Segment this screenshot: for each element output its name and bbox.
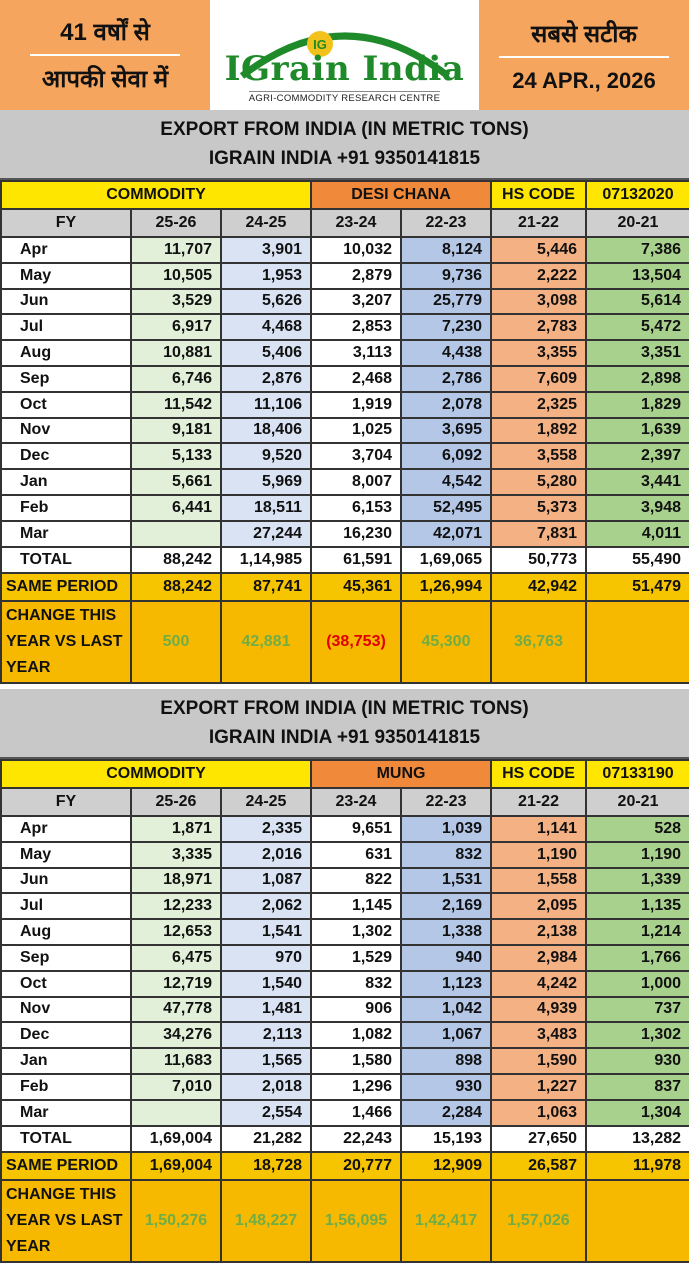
- change-cell: 1,48,227: [221, 1180, 311, 1262]
- table-cell: 2,284: [401, 1100, 491, 1126]
- table-cell: 11,707: [131, 237, 221, 263]
- table-cell: 42,071: [401, 521, 491, 547]
- month-label: Oct: [1, 392, 131, 418]
- table-cell: [131, 1100, 221, 1126]
- table-cell: 1,338: [401, 919, 491, 945]
- total-cell: 50,773: [491, 547, 586, 573]
- table-cell: 898: [401, 1048, 491, 1074]
- table-cell: 3,948: [586, 495, 689, 521]
- table-cell: 1,190: [491, 842, 586, 868]
- table-cell: 2,169: [401, 893, 491, 919]
- table-cell: 3,695: [401, 418, 491, 444]
- change-cell: 45,300: [401, 601, 491, 683]
- month-label: Nov: [1, 997, 131, 1023]
- total-cell: 22,243: [311, 1126, 401, 1152]
- table-cell: 4,011: [586, 521, 689, 547]
- table-row: [1, 997, 689, 1023]
- commodity-name: MUNG: [311, 760, 491, 788]
- fy-year-header: 21-22: [491, 788, 586, 816]
- table-cell: 1,141: [491, 816, 586, 842]
- table-cell: 2,222: [491, 263, 586, 289]
- table-cell: 1,227: [491, 1074, 586, 1100]
- month-label: Jan: [1, 1048, 131, 1074]
- table-row: [1, 366, 689, 392]
- table-cell: 18,511: [221, 495, 311, 521]
- table-cell: 970: [221, 945, 311, 971]
- same-period-cell: 42,942: [491, 573, 586, 601]
- table-cell: 7,831: [491, 521, 586, 547]
- change-cell: 500: [131, 601, 221, 683]
- total-label: TOTAL: [1, 1126, 131, 1152]
- table-cell: 1,565: [221, 1048, 311, 1074]
- total-cell: 13,282: [586, 1126, 689, 1152]
- table-cell: 16,230: [311, 521, 401, 547]
- table-cell: 528: [586, 816, 689, 842]
- table-row: [1, 392, 689, 418]
- table-cell: 906: [311, 997, 401, 1023]
- month-label: May: [1, 263, 131, 289]
- commodity-row: [1, 760, 689, 788]
- table-cell: 3,207: [311, 289, 401, 315]
- hs-code-value: 07133190: [586, 760, 689, 788]
- tagline-line1: 41 वर्षों से: [30, 15, 180, 56]
- table-cell: 12,719: [131, 971, 221, 997]
- month-label: Jul: [1, 314, 131, 340]
- total-cell: 1,69,065: [401, 547, 491, 573]
- table-cell: 4,438: [401, 340, 491, 366]
- table-cell: 10,505: [131, 263, 221, 289]
- report-date: 24 APR., 2026: [512, 67, 656, 93]
- table-cell: 1,590: [491, 1048, 586, 1074]
- table-cell: 13,504: [586, 263, 689, 289]
- logo: [210, 0, 479, 110]
- table-cell: 2,095: [491, 893, 586, 919]
- table-row: [1, 842, 689, 868]
- change-cell: 36,763: [491, 601, 586, 683]
- table-cell: 2,113: [221, 1022, 311, 1048]
- table-cell: 940: [401, 945, 491, 971]
- total-cell: 61,591: [311, 547, 401, 573]
- table-title: EXPORT FROM INDIA (IN METRIC TONS): [160, 698, 529, 719]
- logo-text: IGrain India: [224, 49, 465, 89]
- table-cell: 3,901: [221, 237, 311, 263]
- table-cell: 2,783: [491, 314, 586, 340]
- same-period-cell: 26,587: [491, 1152, 586, 1180]
- table-cell: 8,007: [311, 469, 401, 495]
- month-label: Sep: [1, 366, 131, 392]
- month-label: Jun: [1, 289, 131, 315]
- table-cell: 2,325: [491, 392, 586, 418]
- total-cell: 1,69,004: [131, 1126, 221, 1152]
- table-cell: 1,039: [401, 816, 491, 842]
- fy-label: FY: [1, 788, 131, 816]
- table-cell: 8,124: [401, 237, 491, 263]
- date-block: [479, 0, 689, 110]
- month-label: Feb: [1, 495, 131, 521]
- table-cell: 1,531: [401, 868, 491, 894]
- table-cell: 832: [401, 842, 491, 868]
- month-label: Aug: [1, 919, 131, 945]
- table-cell: 1,000: [586, 971, 689, 997]
- table-cell: 837: [586, 1074, 689, 1100]
- table-cell: 3,441: [586, 469, 689, 495]
- table-cell: 1,145: [311, 893, 401, 919]
- month-label: Jan: [1, 469, 131, 495]
- table-row: [1, 971, 689, 997]
- table-cell: 1,042: [401, 997, 491, 1023]
- commodity-row: [1, 181, 689, 209]
- same-period-row: [1, 573, 689, 601]
- same-period-cell: 20,777: [311, 1152, 401, 1180]
- table-cell: 6,475: [131, 945, 221, 971]
- table-cell: 11,542: [131, 392, 221, 418]
- same-period-label: SAME PERIOD: [1, 573, 131, 601]
- table-cell: 2,984: [491, 945, 586, 971]
- table-cell: 1,481: [221, 997, 311, 1023]
- table-cell: 2,138: [491, 919, 586, 945]
- table-cell: 3,098: [491, 289, 586, 315]
- table-row: [1, 1048, 689, 1074]
- table-cell: 5,133: [131, 443, 221, 469]
- table-cell: 2,898: [586, 366, 689, 392]
- table-cell: [131, 521, 221, 547]
- table-cell: 4,242: [491, 971, 586, 997]
- table-cell: 10,881: [131, 340, 221, 366]
- table-cell: 9,651: [311, 816, 401, 842]
- fy-year-header: 22-23: [401, 209, 491, 237]
- tagline-left: [0, 0, 210, 110]
- table-cell: 1,529: [311, 945, 401, 971]
- table-cell: 9,736: [401, 263, 491, 289]
- month-label: Mar: [1, 521, 131, 547]
- change-label: CHANGE THIS YEAR VS LAST YEAR: [1, 601, 131, 683]
- table-cell: 3,704: [311, 443, 401, 469]
- table-cell: 1,639: [586, 418, 689, 444]
- table-cell: 7,386: [586, 237, 689, 263]
- same-period-cell: 45,361: [311, 573, 401, 601]
- table-cell: 6,917: [131, 314, 221, 340]
- total-cell: 88,242: [131, 547, 221, 573]
- same-period-cell: 1,69,004: [131, 1152, 221, 1180]
- month-label: Apr: [1, 237, 131, 263]
- table-title-block: [0, 110, 689, 180]
- month-label: May: [1, 842, 131, 868]
- change-cell: 1,42,417: [401, 1180, 491, 1262]
- table-cell: 5,661: [131, 469, 221, 495]
- fy-year-header: 20-21: [586, 209, 689, 237]
- table-cell: 1,919: [311, 392, 401, 418]
- same-period-cell: 51,479: [586, 573, 689, 601]
- table-row: [1, 1074, 689, 1100]
- table-cell: 2,786: [401, 366, 491, 392]
- month-label: Nov: [1, 418, 131, 444]
- month-label: Apr: [1, 816, 131, 842]
- table-cell: 1,025: [311, 418, 401, 444]
- table-cell: 930: [586, 1048, 689, 1074]
- table-row: [1, 945, 689, 971]
- commodity-name: DESI CHANA: [311, 181, 491, 209]
- table-cell: 631: [311, 842, 401, 868]
- table-cell: 11,683: [131, 1048, 221, 1074]
- export-table-mung: [0, 689, 689, 1263]
- table-cell: 5,280: [491, 469, 586, 495]
- change-cell: 1,50,276: [131, 1180, 221, 1262]
- change-cell: 1,56,095: [311, 1180, 401, 1262]
- table-cell: 3,558: [491, 443, 586, 469]
- table-cell: 2,879: [311, 263, 401, 289]
- table-cell: 5,446: [491, 237, 586, 263]
- table-cell: 2,876: [221, 366, 311, 392]
- table-cell: 6,441: [131, 495, 221, 521]
- total-cell: 55,490: [586, 547, 689, 573]
- table-row: [1, 893, 689, 919]
- svg-text:IG: IG: [313, 37, 327, 52]
- same-period-label: SAME PERIOD: [1, 1152, 131, 1180]
- same-period-cell: 11,978: [586, 1152, 689, 1180]
- month-label: Sep: [1, 945, 131, 971]
- table-cell: 1,304: [586, 1100, 689, 1126]
- table-cell: 2,335: [221, 816, 311, 842]
- change-cell: 42,881: [221, 601, 311, 683]
- table-cell: 52,495: [401, 495, 491, 521]
- table-title-block: [0, 689, 689, 759]
- same-period-cell: 18,728: [221, 1152, 311, 1180]
- table-cell: 1,067: [401, 1022, 491, 1048]
- fy-year-header: 22-23: [401, 788, 491, 816]
- table-cell: 1,558: [491, 868, 586, 894]
- table-cell: 1,296: [311, 1074, 401, 1100]
- table-cell: 11,106: [221, 392, 311, 418]
- table-cell: 34,276: [131, 1022, 221, 1048]
- change-label: CHANGE THIS YEAR VS LAST YEAR: [1, 1180, 131, 1262]
- month-label: Jul: [1, 893, 131, 919]
- total-row: [1, 547, 689, 573]
- table-row: [1, 919, 689, 945]
- total-cell: 15,193: [401, 1126, 491, 1152]
- table-cell: 9,181: [131, 418, 221, 444]
- table-cell: 2,397: [586, 443, 689, 469]
- table-cell: 2,078: [401, 392, 491, 418]
- table-cell: 4,939: [491, 997, 586, 1023]
- table-cell: 1,892: [491, 418, 586, 444]
- fy-label: FY: [1, 209, 131, 237]
- table-cell: 25,779: [401, 289, 491, 315]
- total-label: TOTAL: [1, 547, 131, 573]
- table-cell: 5,626: [221, 289, 311, 315]
- table-cell: 1,580: [311, 1048, 401, 1074]
- same-period-cell: 12,909: [401, 1152, 491, 1180]
- same-period-cell: 1,26,994: [401, 573, 491, 601]
- table-cell: 1,541: [221, 919, 311, 945]
- table-cell: 1,135: [586, 893, 689, 919]
- table-cell: 10,032: [311, 237, 401, 263]
- fy-year-header: 25-26: [131, 209, 221, 237]
- table-cell: 930: [401, 1074, 491, 1100]
- month-label: Dec: [1, 1022, 131, 1048]
- hs-code-value: 07132020: [586, 181, 689, 209]
- change-cell: [586, 1180, 689, 1262]
- table-row: [1, 469, 689, 495]
- table-cell: 1,466: [311, 1100, 401, 1126]
- table-cell: 3,351: [586, 340, 689, 366]
- logo-subtitle: AGRI-COMMODITY RESEARCH CENTRE: [248, 93, 441, 104]
- same-period-cell: 88,242: [131, 573, 221, 601]
- fy-header-row: [1, 788, 689, 816]
- table-cell: 4,542: [401, 469, 491, 495]
- table-cell: 5,614: [586, 289, 689, 315]
- total-cell: 27,650: [491, 1126, 586, 1152]
- fy-year-header: 21-22: [491, 209, 586, 237]
- table-cell: 2,468: [311, 366, 401, 392]
- month-label: Dec: [1, 443, 131, 469]
- table-cell: 1,190: [586, 842, 689, 868]
- table-title: EXPORT FROM INDIA (IN METRIC TONS): [160, 119, 529, 140]
- change-cell: [586, 601, 689, 683]
- table-cell: 3,335: [131, 842, 221, 868]
- table-cell: 1,766: [586, 945, 689, 971]
- fy-year-header: 24-25: [221, 788, 311, 816]
- table-cell: 3,113: [311, 340, 401, 366]
- hs-code-label: HS CODE: [491, 760, 586, 788]
- change-cell: (38,753): [311, 601, 401, 683]
- table-cell: 2,062: [221, 893, 311, 919]
- table-cell: 1,829: [586, 392, 689, 418]
- fy-year-header: 24-25: [221, 209, 311, 237]
- table-cell: 3,483: [491, 1022, 586, 1048]
- table-cell: 1,302: [311, 919, 401, 945]
- fy-header-row: [1, 209, 689, 237]
- page-header: [0, 0, 689, 110]
- table-cell: 1,214: [586, 919, 689, 945]
- total-cell: 21,282: [221, 1126, 311, 1152]
- month-label: Jun: [1, 868, 131, 894]
- table-cell: 737: [586, 997, 689, 1023]
- table-cell: 5,373: [491, 495, 586, 521]
- fy-year-header: 23-24: [311, 788, 401, 816]
- table-cell: 5,406: [221, 340, 311, 366]
- table-cell: 1,540: [221, 971, 311, 997]
- table-row: [1, 289, 689, 315]
- table-row: [1, 816, 689, 842]
- hs-code-label: HS CODE: [491, 181, 586, 209]
- table-cell: 1,087: [221, 868, 311, 894]
- table-row: [1, 521, 689, 547]
- table-row: [1, 418, 689, 444]
- month-label: Aug: [1, 340, 131, 366]
- total-cell: 1,14,985: [221, 547, 311, 573]
- table-cell: 6,746: [131, 366, 221, 392]
- table-cell: 1,871: [131, 816, 221, 842]
- table-subtitle: IGRAIN INDIA +91 9350141815: [208, 727, 481, 748]
- table-cell: 2,853: [311, 314, 401, 340]
- table-cell: 2,018: [221, 1074, 311, 1100]
- export-table: [0, 180, 689, 684]
- table-cell: 12,233: [131, 893, 221, 919]
- table-row: [1, 263, 689, 289]
- fy-year-header: 25-26: [131, 788, 221, 816]
- commodity-label: COMMODITY: [1, 181, 311, 209]
- table-cell: 3,355: [491, 340, 586, 366]
- table-cell: 6,153: [311, 495, 401, 521]
- table-cell: 9,520: [221, 443, 311, 469]
- table-cell: 7,230: [401, 314, 491, 340]
- table-cell: 1,063: [491, 1100, 586, 1126]
- same-period-cell: 87,741: [221, 573, 311, 601]
- table-row: [1, 443, 689, 469]
- table-cell: 12,653: [131, 919, 221, 945]
- table-cell: 4,468: [221, 314, 311, 340]
- table-row: [1, 237, 689, 263]
- export-table: [0, 759, 689, 1263]
- table-cell: 7,609: [491, 366, 586, 392]
- table-cell: 3,529: [131, 289, 221, 315]
- table-cell: 47,778: [131, 997, 221, 1023]
- table-cell: 1,953: [221, 263, 311, 289]
- month-label: Mar: [1, 1100, 131, 1126]
- month-label: Oct: [1, 971, 131, 997]
- table-row: [1, 868, 689, 894]
- tagline-right: सबसे सटीक: [499, 17, 669, 58]
- table-row: [1, 340, 689, 366]
- fy-year-header: 23-24: [311, 209, 401, 237]
- table-cell: 18,406: [221, 418, 311, 444]
- change-row: [1, 601, 689, 683]
- table-cell: 822: [311, 868, 401, 894]
- month-label: Feb: [1, 1074, 131, 1100]
- table-cell: 1,339: [586, 868, 689, 894]
- table-cell: 5,969: [221, 469, 311, 495]
- change-cell: 1,57,026: [491, 1180, 586, 1262]
- table-row: [1, 495, 689, 521]
- table-row: [1, 1022, 689, 1048]
- table-row: [1, 314, 689, 340]
- table-cell: 7,010: [131, 1074, 221, 1100]
- table-cell: 6,092: [401, 443, 491, 469]
- table-cell: 2,016: [221, 842, 311, 868]
- export-table-desi-chana: [0, 110, 689, 684]
- tagline-line2: आपकी सेवा में: [41, 66, 169, 93]
- table-cell: 27,244: [221, 521, 311, 547]
- fy-year-header: 20-21: [586, 788, 689, 816]
- table-subtitle: IGRAIN INDIA +91 9350141815: [208, 148, 481, 169]
- table-cell: 2,554: [221, 1100, 311, 1126]
- table-cell: 832: [311, 971, 401, 997]
- table-row: [1, 1100, 689, 1126]
- commodity-label: COMMODITY: [1, 760, 311, 788]
- table-cell: 18,971: [131, 868, 221, 894]
- table-cell: 1,302: [586, 1022, 689, 1048]
- table-cell: 1,082: [311, 1022, 401, 1048]
- change-row: [1, 1180, 689, 1262]
- table-cell: 5,472: [586, 314, 689, 340]
- total-row: [1, 1126, 689, 1152]
- table-cell: 1,123: [401, 971, 491, 997]
- same-period-row: [1, 1152, 689, 1180]
